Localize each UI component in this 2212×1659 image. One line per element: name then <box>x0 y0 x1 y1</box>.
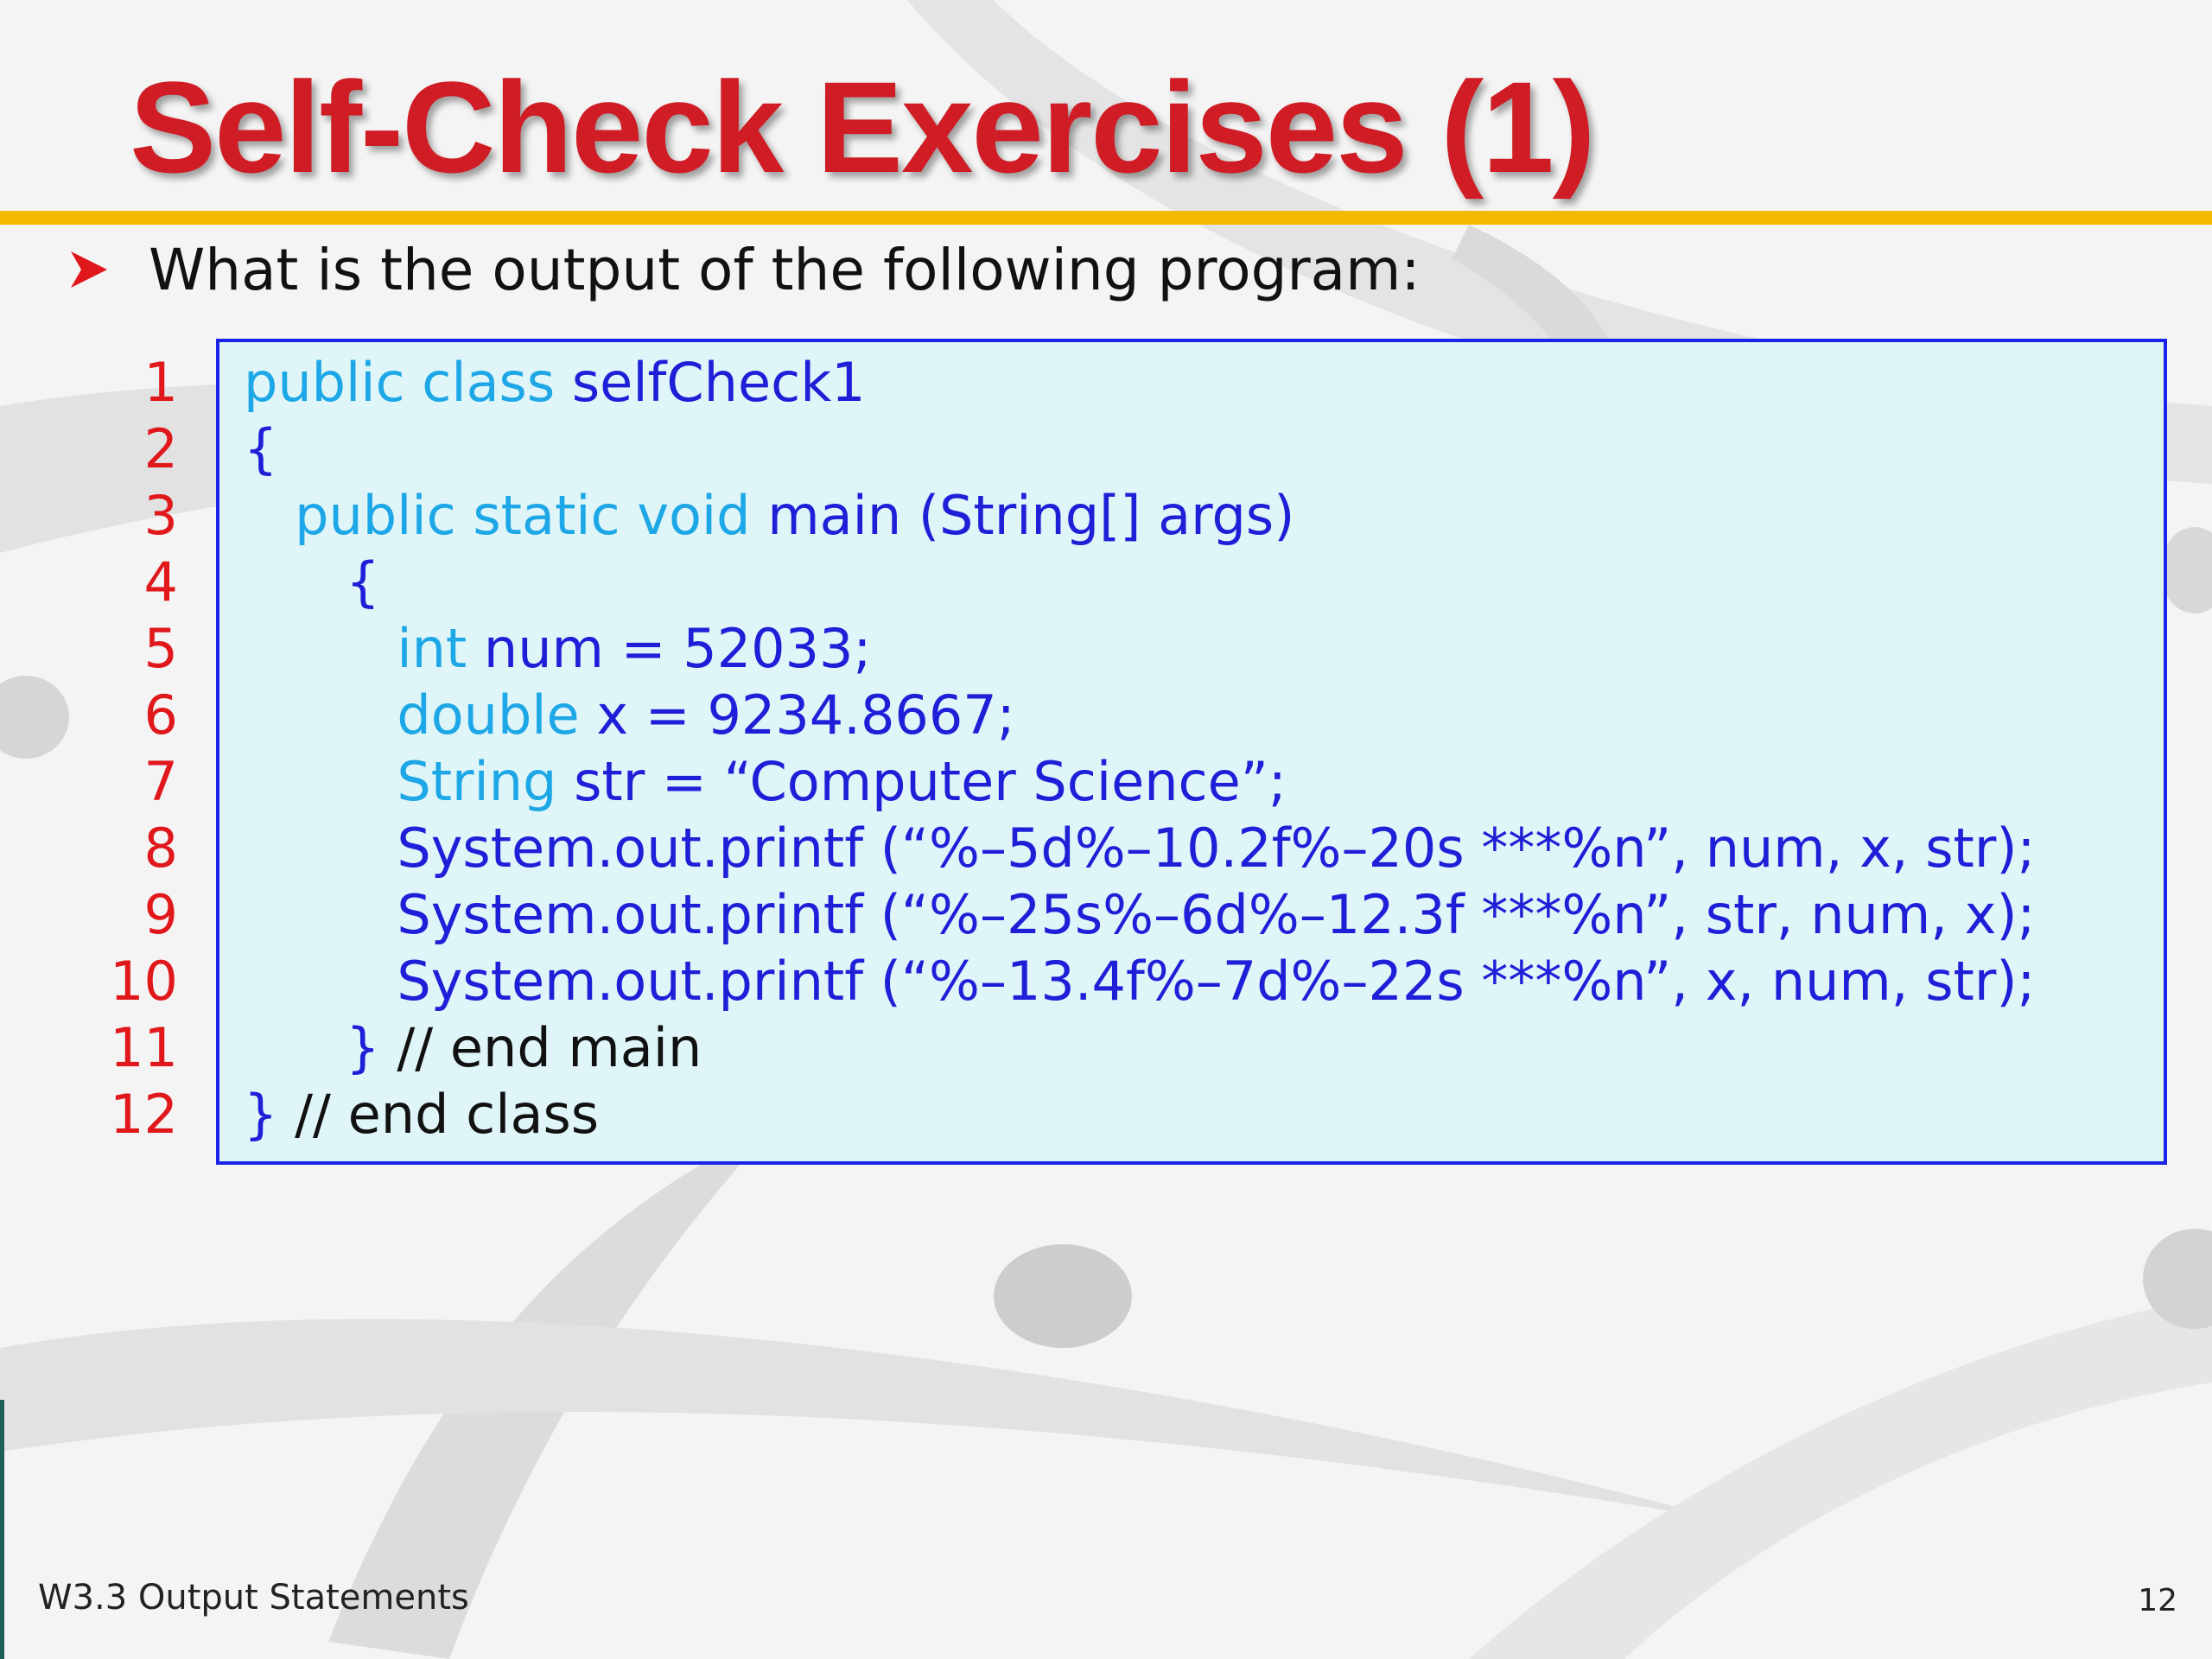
left-edge-bar <box>0 1400 4 1659</box>
code-line <box>244 881 2035 948</box>
line-number: 10 <box>110 950 178 1013</box>
code-keyword: int <box>244 617 484 680</box>
line-number: 9 <box>143 883 178 946</box>
page-number: 12 <box>2138 1583 2177 1618</box>
code-text: } <box>244 1083 296 1146</box>
code-text: { <box>244 417 278 480</box>
arrowhead-bullet-icon <box>67 248 111 291</box>
code-keyword: public class <box>244 351 572 414</box>
title-divider <box>0 211 2212 225</box>
code-line-numbers <box>83 349 178 1147</box>
code-line <box>244 482 2035 549</box>
line-number: 1 <box>143 351 178 414</box>
code-line <box>244 416 2035 482</box>
code-line <box>244 815 2035 881</box>
line-number: 2 <box>143 417 178 480</box>
code-comment: // end main <box>397 1016 702 1079</box>
code-keyword: String <box>244 750 575 813</box>
code-text: selfCheck1 <box>571 351 866 414</box>
line-number: 6 <box>143 683 178 747</box>
bullet-item <box>67 235 1421 304</box>
code-line <box>244 549 2035 615</box>
code-text: } <box>244 1016 397 1079</box>
line-number: 12 <box>110 1083 178 1146</box>
code-text: System.out.printf (“%–13.4f%–7d%–22s ***%n”, x, num, str); <box>244 950 2036 1013</box>
code-line <box>244 682 2035 748</box>
code-text: str = “Computer Science”; <box>574 750 1287 813</box>
code-text: { <box>244 550 380 613</box>
line-number: 8 <box>143 817 178 880</box>
code-text: x = 9234.8667; <box>596 683 1015 747</box>
code-line <box>244 948 2035 1014</box>
code-text: System.out.printf (“%–5d%–10.2f%–20s ***%n”, num, x, str); <box>244 817 2036 880</box>
code-line <box>244 615 2035 682</box>
line-number: 4 <box>143 550 178 613</box>
line-number: 5 <box>143 617 178 680</box>
line-number: 7 <box>143 750 178 813</box>
bullet-text: What is the output of the following program: <box>149 236 1421 303</box>
code-keyword: double <box>244 683 597 747</box>
code-line <box>244 1014 2035 1081</box>
code-lines <box>244 349 2035 1147</box>
slide-title: Self-Check Exercises (1) <box>130 54 1594 200</box>
line-number: 11 <box>110 1016 178 1079</box>
code-comment: // end class <box>295 1083 600 1146</box>
code-line <box>244 1081 2035 1147</box>
code-line <box>244 349 2035 416</box>
code-keyword: public static void <box>244 484 768 547</box>
code-listing-box <box>216 339 2167 1165</box>
code-text: System.out.printf (“%–25s%–6d%–12.3f ***%n”, str, num, x); <box>244 883 2036 946</box>
code-text: main (String[] args) <box>767 484 1295 547</box>
code-text: num = 52033; <box>483 617 872 680</box>
line-number: 3 <box>143 484 178 547</box>
footer-section-title: W3.3 Output Statements <box>38 1578 469 1618</box>
code-line <box>244 748 2035 815</box>
